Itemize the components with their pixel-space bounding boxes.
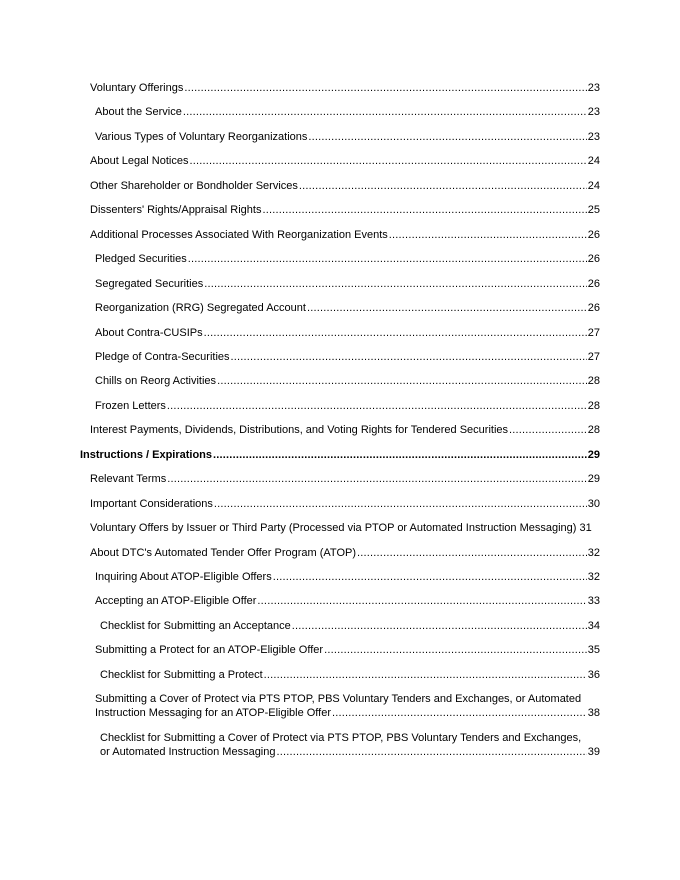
dot-leader: [357, 546, 587, 560]
toc-entry-about-the-service[interactable]: [95, 105, 600, 119]
dot-leader: [231, 350, 587, 364]
toc-entry-title: About Contra-CUSIPs: [95, 327, 203, 339]
toc-entry-other-services[interactable]: [90, 179, 600, 193]
toc-entry-accepting-atop[interactable]: [95, 594, 600, 608]
toc-entry-page: 25: [587, 204, 600, 216]
dot-leader: [184, 81, 586, 95]
toc-entry-page: 36: [587, 669, 600, 681]
dot-leader: [189, 154, 586, 168]
dot-leader: [262, 203, 586, 217]
toc-entry-page: 32: [587, 571, 600, 583]
toc-entry-page: 34: [587, 620, 600, 632]
toc-entry-chills-on-reorg[interactable]: [95, 374, 600, 388]
toc-entry-title: Various Types of Voluntary Reorganizations: [95, 131, 308, 143]
toc-entry-inquiring-atop[interactable]: [95, 570, 600, 584]
dot-leader: [214, 497, 587, 511]
dot-leader: [167, 472, 587, 486]
toc-entry-title: Voluntary Offerings: [90, 82, 184, 94]
dot-leader: [324, 643, 587, 657]
toc-entry-page: 23: [587, 106, 600, 118]
dot-leader: [213, 448, 587, 462]
toc-entry-title: Instructions / Expirations: [80, 449, 213, 461]
toc-entry-title-line1: Checklist for Submitting a Cover of Protect via PTS PTOP, PBS Voluntary Tenders and Exchanges,: [100, 732, 582, 744]
toc-entry-voluntary-offerings[interactable]: [90, 81, 600, 95]
toc-entry-page: 39: [587, 746, 600, 758]
dot-leader: [276, 745, 586, 759]
dot-leader: [509, 423, 587, 437]
dot-leader: [308, 130, 586, 144]
dot-leader: [307, 301, 587, 315]
toc-entry-title: Other Shareholder or Bondholder Services: [90, 180, 298, 192]
dot-leader: [188, 252, 587, 266]
toc-entry-rrg-segregated-account[interactable]: [95, 301, 600, 315]
dot-leader: [183, 105, 587, 119]
toc-entry-title: Chills on Reorg Activities: [95, 375, 217, 387]
toc-entry-title: Checklist for Submitting a Protect: [100, 669, 263, 681]
toc-entry-page: 30: [587, 498, 600, 510]
toc-entry-page: 29: [587, 449, 600, 461]
toc-entry-frozen-letters[interactable]: [95, 399, 600, 413]
toc-entry-page: 29: [587, 473, 600, 485]
dot-leader: [389, 228, 587, 242]
toc-entry-page: 38: [587, 707, 600, 719]
toc-entry-about-legal-notices[interactable]: [90, 154, 600, 168]
toc-entry-page: 33: [587, 595, 600, 607]
toc-entry-submitting-protect[interactable]: [95, 643, 600, 657]
dot-leader: [167, 399, 587, 413]
dot-leader: [204, 277, 587, 291]
toc-entry-title: Segregated Securities: [95, 278, 204, 290]
toc-entry-title: Accepting an ATOP-Eligible Offer: [95, 595, 257, 607]
toc-entry-title: Additional Processes Associated With Reorganization Events: [90, 229, 388, 241]
dot-leader: [273, 570, 587, 584]
toc-entry-title: Voluntary Offers by Issuer or Third Party (Processed via PTOP or Automated Instruction Messaging): [90, 522, 577, 534]
dot-leader: [257, 594, 586, 608]
toc-entry-submitting-cover-of-protect[interactable]: [95, 692, 600, 720]
toc-entry-page: 23: [587, 82, 600, 94]
toc-entry-title: About Legal Notices: [90, 155, 189, 167]
dot-leader: [292, 619, 587, 633]
toc-entry-title-line2: or Automated Instruction Messaging: [100, 746, 276, 758]
toc-entry-title: Interest Payments, Dividends, Distributions, and Voting Rights for Tendered Securities: [90, 424, 509, 436]
toc-entry-page: 26: [587, 278, 600, 290]
toc-entry-page: 23: [587, 131, 600, 143]
toc-entry-page: 24: [587, 180, 600, 192]
toc-entry-page: 26: [587, 253, 600, 265]
toc-entry-page: 28: [587, 424, 600, 436]
toc-entry-page: 27: [587, 351, 600, 363]
toc-entry-page: 26: [587, 229, 600, 241]
toc-entry-important-considerations[interactable]: [90, 497, 600, 511]
toc-entry-title: Relevant Terms: [90, 473, 167, 485]
toc-entry-about-contra-cusips[interactable]: [95, 326, 600, 340]
toc-entry-checklist-acceptance[interactable]: [100, 619, 600, 633]
toc-entry-page: 32: [587, 547, 600, 559]
toc-entry-various-types[interactable]: [95, 130, 600, 144]
toc-entry-pledge-of-contra-securities[interactable]: [95, 350, 600, 364]
dot-leader: [264, 668, 587, 682]
toc-entry-title: Submitting a Protect for an ATOP-Eligible Offer: [95, 644, 324, 656]
toc-entry-title: Frozen Letters: [95, 400, 166, 412]
toc-entry-title: Important Considerations: [90, 498, 213, 510]
toc-entry-page: 35: [587, 644, 600, 656]
toc-entry-title: Dissenters' Rights/Appraisal Rights: [90, 204, 262, 216]
toc-entry-page: 28: [587, 375, 600, 387]
toc-entry-page: 26: [587, 302, 600, 314]
toc-entry-dissenters-rights[interactable]: [90, 203, 600, 217]
dot-leader: [204, 326, 587, 340]
dot-leader: [217, 374, 587, 388]
toc-entry-checklist-protect[interactable]: [100, 668, 600, 682]
toc-entry-title: About DTC's Automated Tender Offer Program (ATOP): [90, 547, 357, 559]
toc-entry-additional-processes[interactable]: [90, 228, 600, 242]
toc-entry-title: Checklist for Submitting an Acceptance: [100, 620, 291, 632]
toc-entry-title: Pledged Securities: [95, 253, 187, 265]
toc-entry-interest-payments[interactable]: [90, 423, 600, 437]
toc-entry-title: Inquiring About ATOP-Eligible Offers: [95, 571, 272, 583]
dot-leader: [299, 179, 587, 193]
toc-entry-about-atop[interactable]: [90, 546, 600, 560]
toc-entry-checklist-cover-of-protect[interactable]: [100, 731, 600, 759]
toc-entry-pledged-securities[interactable]: [95, 252, 600, 266]
toc-entry-page: 31: [579, 522, 592, 534]
toc-entry-segregated-securities[interactable]: [95, 277, 600, 291]
toc-entry-title: Reorganization (RRG) Segregated Account: [95, 302, 306, 314]
toc-entry-voluntary-offers-by-issuer[interactable]: [90, 521, 600, 535]
dot-leader: [332, 706, 587, 720]
toc-section-instructions-expirations[interactable]: [80, 448, 600, 462]
toc-entry-page: 27: [587, 327, 600, 339]
toc-entry-title: About the Service: [95, 106, 182, 118]
toc-entry-page: 24: [587, 155, 600, 167]
toc-entry-relevant-terms[interactable]: [90, 472, 600, 486]
toc-entry-page: 28: [587, 400, 600, 412]
toc-entry-title-line1: Submitting a Cover of Protect via PTS PTOP, PBS Voluntary Tenders and Exchanges, or Automated: [95, 693, 582, 705]
toc-entry-title-line2: Instruction Messaging for an ATOP-Eligible Offer: [95, 707, 332, 719]
toc-entry-title: Pledge of Contra-Securities: [95, 351, 230, 363]
